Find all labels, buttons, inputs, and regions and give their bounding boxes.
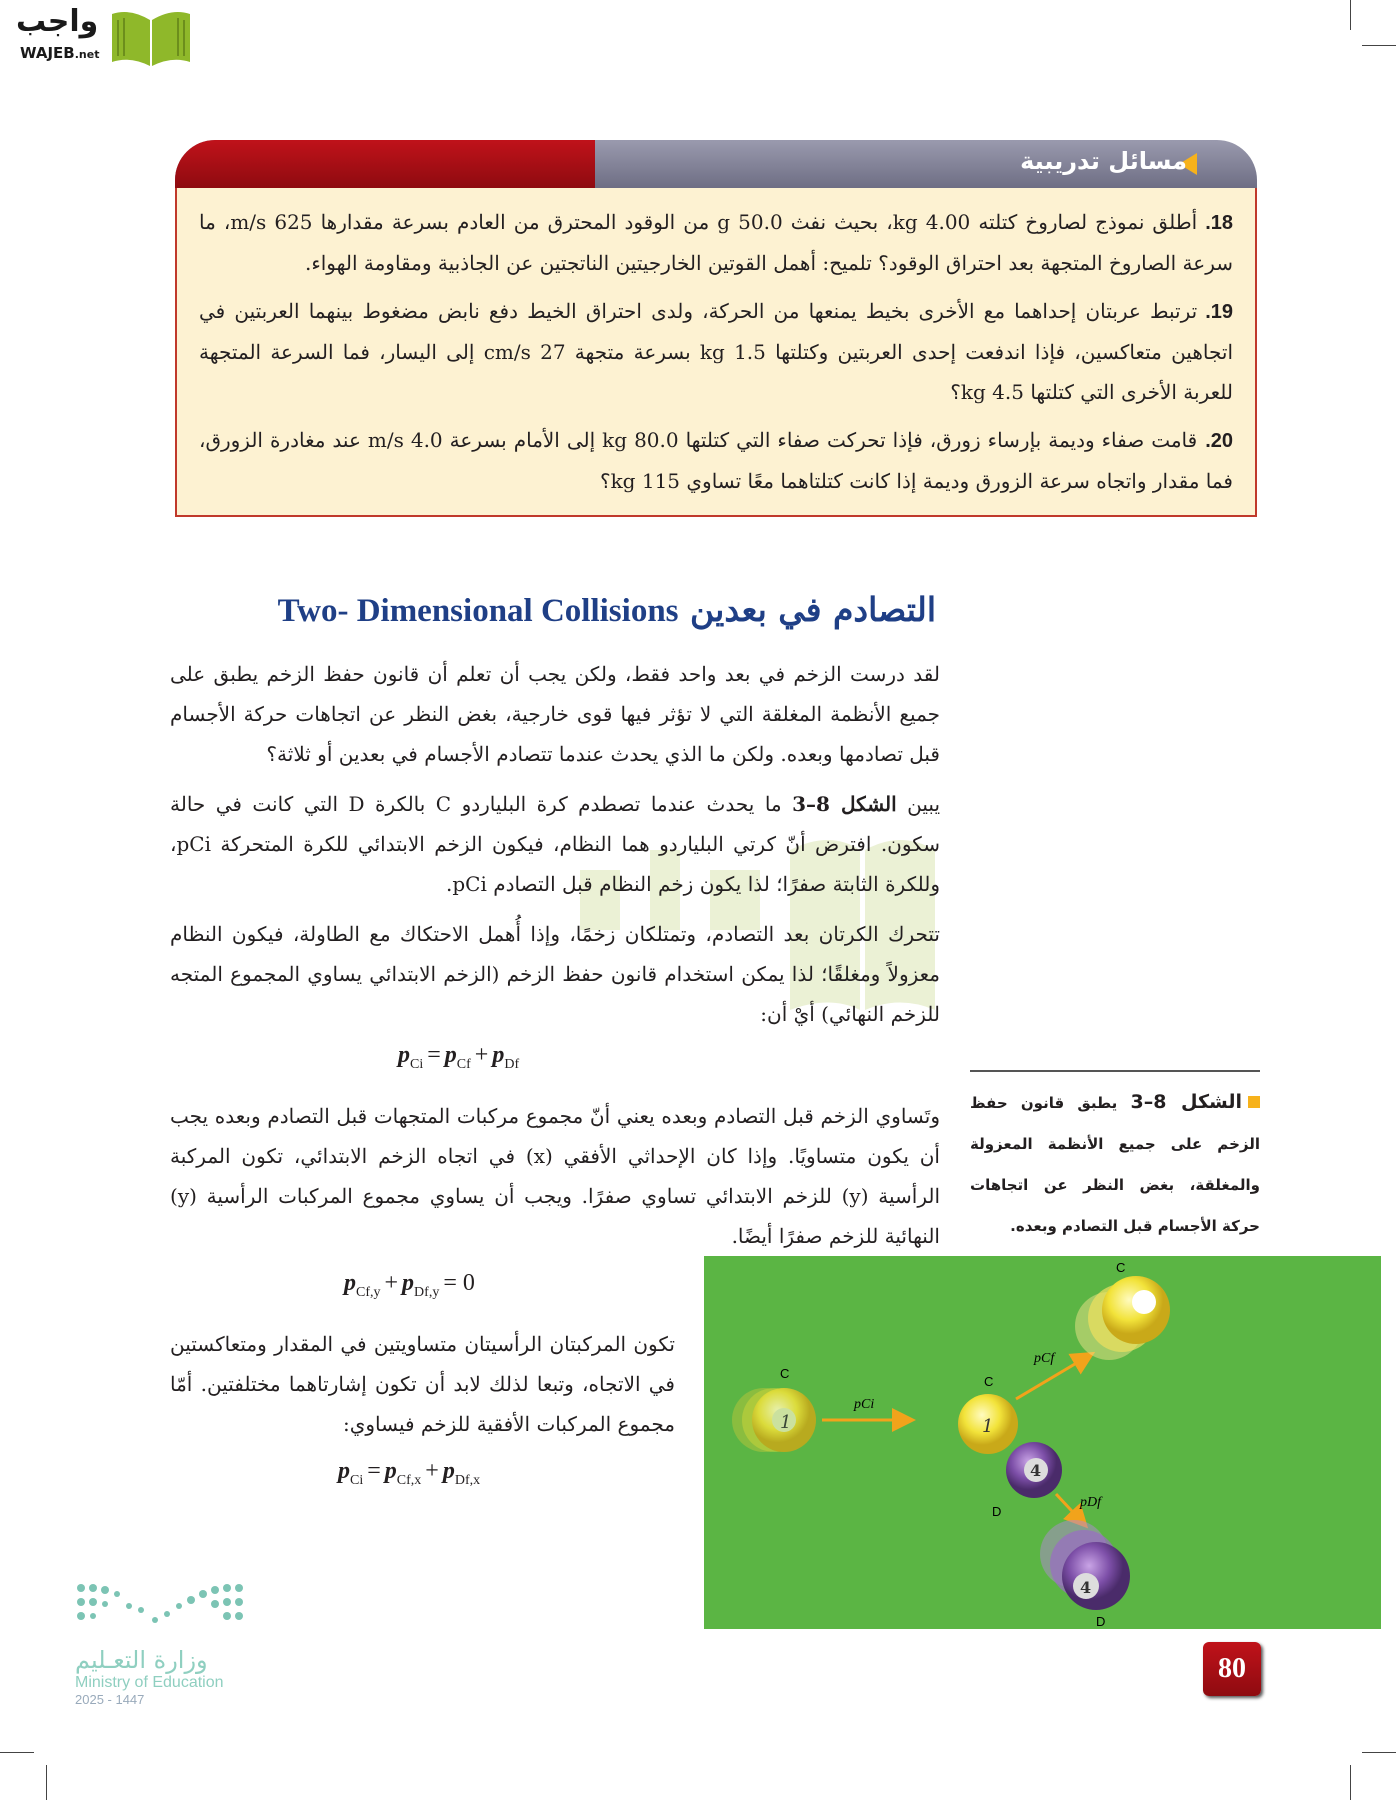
- paragraph-isolated-system: تتحرك الكرتان بعد التصادم، وتمتلكان زخمًا، وإذا أُهمل الاحتكاك مع الطاولة، فيكون النظام معزولاً ومغلقًا؛ لذا يمكن استخدام قانون حفظ الزخم (الزخم الابتدائي يساوي المجموع المتجه للزخم النهائي) أيْ أن:: [170, 922, 940, 1026]
- caption-bullet-icon: [1248, 1096, 1260, 1108]
- crop-mark: [1362, 1752, 1396, 1753]
- caption-label: الشكل 8–3: [1130, 1091, 1242, 1113]
- crop-mark: [0, 1752, 34, 1753]
- label-c-collision: C: [984, 1374, 994, 1389]
- equation-horizontal-components: $p_{Ci} = p_{Cf,x} + p_{Df,x}$: [338, 1457, 481, 1488]
- figure-reference: الشكل 8–3: [792, 792, 897, 816]
- page-number: 80: [1203, 1642, 1261, 1696]
- section-title: [278, 590, 936, 630]
- label-d-final: D: [1096, 1614, 1106, 1629]
- problem-20: 20.قامت صفاء وديمة بإرساء زورق، فإذا تحركت صفاء التي كتلتها 80.0 kg إلى الأمام بسرعة 4.0 m/s عند مغادرة الزورق، فما مقدار واتجاه سرعة الزورق وديمة إذا كانت كتلتاهما معًا تساوي 115 kg؟: [199, 428, 1234, 493]
- ball-c-number: 1: [982, 1416, 994, 1437]
- equation-momentum-conservation: $p_{Ci} = p_{Cf} + p_{Df}$: [398, 1042, 520, 1072]
- wajeb-logo: [8, 4, 193, 70]
- ball-d-number: 4: [1080, 1578, 1092, 1597]
- lower-text-column: [170, 1266, 675, 1498]
- section-title-english: Two- Dimensional Collisions: [277, 593, 679, 629]
- practice-title: مسائل تدريبية: [1020, 147, 1187, 175]
- section-title-arabic: التصادم في بعدين: [690, 590, 936, 629]
- ministry-logo: [75, 1580, 255, 1730]
- practice-body: [175, 188, 1257, 517]
- problem-18: 18.أطلق نموذج لصاروخ كتلته 4.00 kg، بحيث نفث 50.0 g من الوقود المحترق من العادم بسرعة مقدارها 625 m/s، ما سرعة الصاروخ المتجهة بعد احتراق الوقود؟ تلميح: أهمل القوتين الخارجيتين الناتجتين عن الجاذبية ومقاومة الهواء.: [199, 210, 1234, 275]
- label-pcf: pCf: [1034, 1351, 1055, 1366]
- billiard-collision-figure: [704, 1256, 1381, 1629]
- practice-problems-box: [175, 140, 1257, 517]
- label-pci: pCi: [854, 1397, 875, 1412]
- ball-c-initial: [732, 1388, 816, 1452]
- label-pdf: pDf: [1080, 1495, 1101, 1510]
- logo-arabic: واجب: [16, 4, 99, 39]
- ministry-year: 2025 - 1447: [75, 1692, 145, 1707]
- ministry-name-arabic: وزارة التعـليم: [75, 1646, 208, 1674]
- crop-mark: [1350, 0, 1351, 30]
- crop-mark: [46, 1765, 47, 1800]
- practice-header-band: [175, 140, 1257, 188]
- ball-c-number: 1: [780, 1412, 792, 1433]
- logo-english: WAJEB.net: [20, 44, 100, 62]
- paragraph-components: وتَساوي الزخم قبل التصادم وبعده يعني أنّ مجموع مركبات المتجهات قبل التصادم وبعده يجب أن يكون متساويًا. وإذا كان الإحداثي الأفقي (x) في اتجاه الزخم الابتدائي، تكون المركبة الرأسية (y) للزخم الابتدائي تساوي صفرًا. ويجب أن يساوي مجموع المركبات الرأسية (y) النهائية للزخم صفرًا أيضًا.: [170, 1103, 941, 1248]
- ministry-name-english: Ministry of Education: [75, 1674, 224, 1691]
- paragraph-intro: لقد درست الزخم في بعد واحد فقط، ولكن يجب أن تعلم أن قانون حفظ الزخم يطبق على جميع الأنظمة المغلقة التي لا تؤثر فيها قوى خارجية، بغض النظر عن اتجاهات حركة الأجسام قبل تصادمها وبعده. ولكن ما الذي يحدث عندما تتصادم الأجسام في بعدين أو ثلاثة؟: [170, 662, 940, 766]
- equation-vertical-components: $p_{Cf,y} + p_{Df,y} = 0$: [344, 1269, 475, 1300]
- paragraph-figure-ref: يبين الشكل 8–3 ما يحدث عندما تصطدم كرة البلياردو C بالكرة D التي كانت في حالة سكون. افترض أنّ كرتي البلياردو هما النظام، فيكون الزخم الابتدائي للكرة المتحركة pCi، وللكرة الثابتة صفرًا؛ لذا يكون زخم النظام قبل التصادم pCi.: [170, 792, 941, 896]
- problem-19: 19.ترتبط عربتان إحداهما مع الأخرى بخيط يمنعها من الحركة، ولدى احتراق الخيط دفع نابض مضغوط بينهما العربتين في اتجاهين متعاكسين، فإذا اندفعت إحدى العربتين وكتلتها 1.5 kg بسرعة متجهة 27 cm/s إلى اليسار، فما السرعة المتجهة للعربة الأخرى التي كتلتها 4.5 kg؟: [199, 299, 1234, 404]
- ministry-dots-icon: [75, 1580, 245, 1636]
- ball-d-number: 4: [1030, 1461, 1042, 1480]
- crop-mark: [1362, 45, 1396, 46]
- crop-mark: [1350, 1765, 1351, 1800]
- label-c-final: C: [1116, 1260, 1126, 1275]
- book-icon: [108, 6, 193, 68]
- label-d-rest: D: [992, 1504, 1002, 1519]
- figure-caption: [970, 1070, 1260, 1247]
- caption-text: يطبق قانون حفظ الزخم على جميع الأنظمة المعزولة والمغلقة، بغض النظر عن اتجاهات حركة الأجسام قبل التصادم وبعده.: [970, 1094, 1260, 1235]
- paragraph-opposite-signs: تكون المركبتان الرأسيتان متساويتين في المقدار ومتعاكستين في الاتجاه، وتبعا لذلك لابد أن تكون إشارتاهما مختلفتين. أمّا مجموع المركبات الأفقية للزخم فيساوي:: [170, 1331, 675, 1436]
- label-c-initial: C: [780, 1366, 790, 1381]
